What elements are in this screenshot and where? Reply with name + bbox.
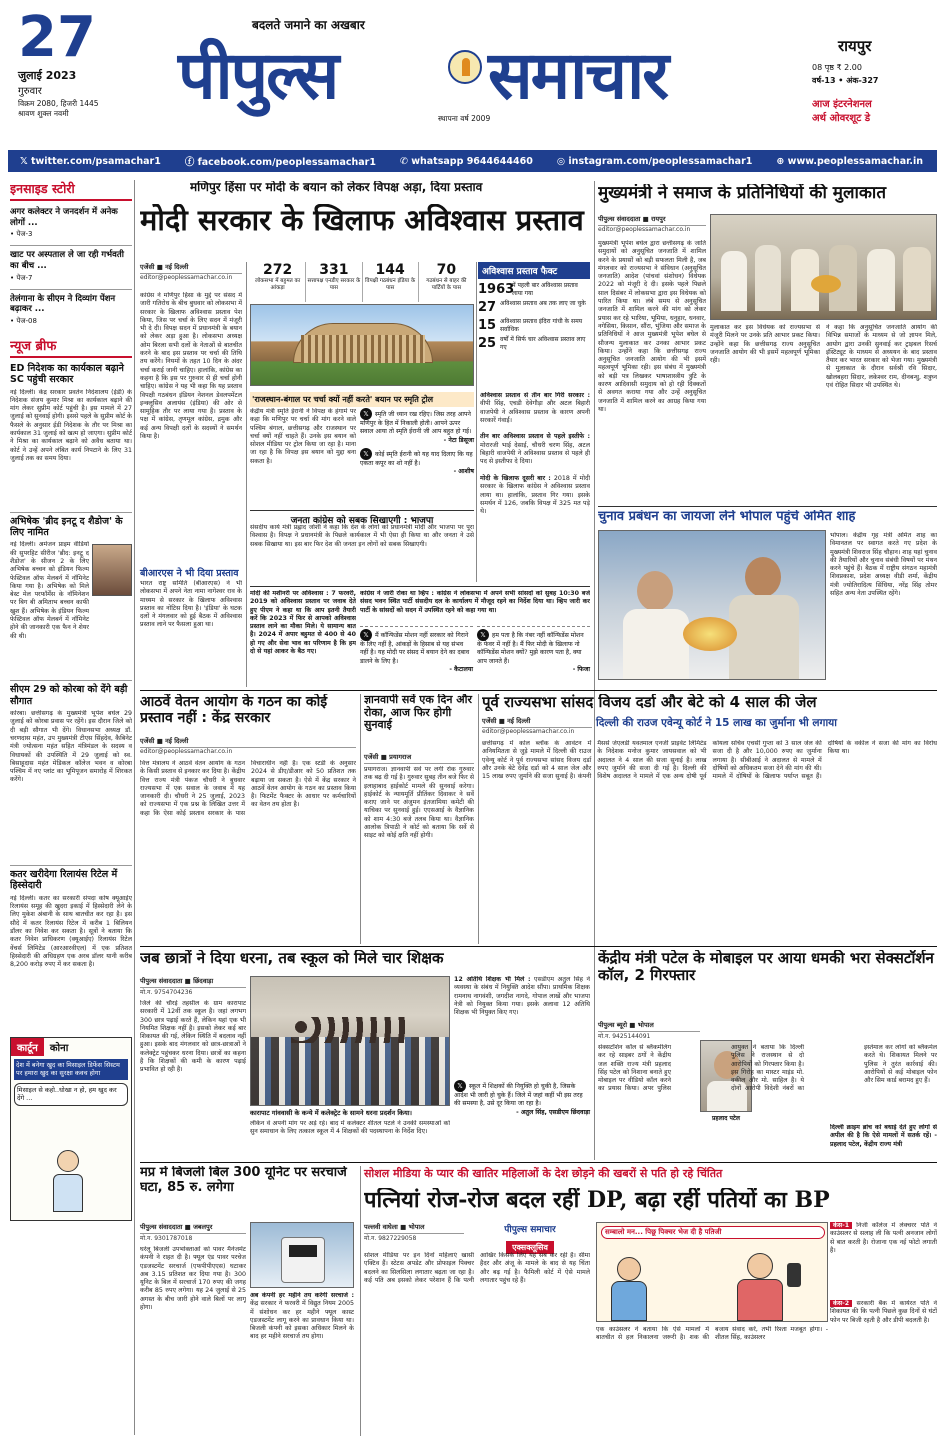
special-day: आज इंटरनेशनल [812,99,872,110]
brief-3-body: कोरबा। छत्तीसगढ़ के मुख्यमंत्री भूपेश बघेल 29 जुलाई को कोरबा प्रवास पर रहेंगे। इस दौरान जिले को दी बड़ी सौगात भी देंगे। विधानसभा अध्यक्ष डॉ. चरणदास महंत, उप मुख्यमंत्री टीएस सिंहदेव, कैबिनेट मंत्री ज्योत्सना महंत सहित मंत्रिमंडल के सदस्य व विधायकों की उपस्थिति में 29 जुलाई को स्व. बिसाहूदास महंत मेडिकल कॉलेज भवन व कोरबा पश्चिम में नए प्लांट का भूमिपूजन समारोह में शिरकत करेंगे। [10,710,132,784]
inside-item[interactable]: तेलंगाना के सीएम ने दिव्यांग पेंशन बढ़ाकर ... • पेज-08 [10,289,132,326]
lead-stats [250,262,474,302]
patel-headline: केंद्रीय मंत्री पटेल के मोबाइल पर आया धमकी भरा सेक्सटॉर्शन कॉल, 2 गिरफ्तार [598,950,934,985]
shah-body: भोपाल। केंद्रीय गृह मंत्री अमित शाह का विमानतल पर स्वागत करते गए प्रदेश के मुख्यमंत्री शिवराज सिंह चौहान। शाह यहां चुनाव की तैयारियों और चुनाव संबंधी विषयों पर मंथन करने पहुंचे हैं। बैठक में राष्ट्रीय संगठन महामंत्री शिवप्रकाश, प्रदेश अध्यक्ष वीडी शर्मा, केंद्रीय मंत्री ज्योतिरादित्य सिंधिया, नरेंद्र सिंह तोमर सहित अन्य नेता उपस्थित रहेंगे। [830,532,937,598]
darda-byline: एजेंसी ■ नई दिल्ली editor@peoplessamachar.co.in [482,716,592,735]
pay-byline: एजेंसी ■ नई दिल्ली editor@peoplessamachar.co.in [140,736,356,755]
pay-body: वित्त मंत्रालय ने आठवें वेतन आयोग के गठन के किसी प्रस्ताव से इनकार कर दिया है। केंद्रीय वित्त राज्य मंत्री पंकज चौधरी ने बुधवार राज्यसभा में एक सवाल के जवाब में यह जानकारी दी। चौधरी ने 25 जुलाई, 2023 को राज्यसभा में एक प्रश्न के लिखित उत्तर में कहा कि ऐसा कोई प्रस्ताव सरकार के पास विचाराधीन नहीं है। एक स्टडी के अनुसार 2024 से डीए/डीआर को 50 प्रतिशत तक बढ़ाया जा सकता है। ऐसे में केंद्र सरकार ने आठवें वेतन आयोग के गठन का प्रस्ताव किया है। फिटमेंट फैक्टर के आधार पर कर्मचारियों का वेतन तय होता है। [140,760,356,817]
students-caption: कारापाट गांववासी के कन्ये में कलेक्ट्रेट के सामने धरना प्रदर्शन किया। [250,1109,412,1117]
issue-number: वर्ष-13 • अंक-327 [812,76,879,85]
exclusive-brand: पीपुल्स समाचार [504,1225,556,1235]
dp-byline: पल्लवी वाघेला ■ भोपाल मो.न. 9827229058 [364,1222,464,1242]
cartoon-box [10,1037,132,1221]
electricity-photo [250,1222,354,1288]
exclusive-label: एक्सक्लूसिव [506,1241,554,1254]
cartoon-corner: कोना [49,1042,69,1054]
instagram-link[interactable]: ◎ instagram.com/peoplessamachar1 [556,155,753,167]
inside-item[interactable]: खाट पर अस्पताल ले जा रही गर्भवती का बीच ... • पेज-7 [10,245,132,282]
date-weekday: गुरुवार [18,86,42,97]
darda-body: छत्तीसगढ़ में कोल ब्लॉक के आवंटन में अनियमितता से जुड़े मामले में दिल्ली की राउज एवेन्यू कोर्ट ने पूर्व राज्यसभा सांसद विजय दर्डा और उनके बेटे देवेंद्र दर्डा को 4 साल जेल और 15 लाख रुपए जुर्माने की सजा सुनाई है। कंपनी मैसर्स जेएलडी यवतमाल एनर्जी प्राइवेट लिमिटेड के निदेशक मनोज कुमार जायसवाल को भी अदालत ने 4 साल की सजा सुनाई है। लाख रुपए जुर्माने की सजा दी गई है। दिल्ली की विशेष अदालत ने मामले में एक अन्य दोषी पूर्व कोयला सचिव एचसी गुप्ता को 3 साल जेल की सजा दी है और 10,000 रुपए का जुर्माना लगाया है। सीबीआई ने अदालत से मामले में दोषियों को अधिकतम सजा देने की मांग की थी। मामले में दोषियों के खिलाफ पर्याप्त सबूत हैं। दोषियों के वकील ने सजा की मांग का विरोध किया था। [482,740,937,781]
students-tweet-a: लेकिन वे अपनी मांग पर अड़े रहे। बाद में कलेक्टर शीतल पटले ने उनकी समस्याओं को सुन समाधान के लिए तत्काल स्कूल में 4 शिक्षकों की पदस्थापना के निर्देश दिए। [250,1120,450,1136]
cm-body-2: ने कहा कि अनुसूचित जनजाति आयोग की विभिन्न समाजों के माध्यम से जो ज्ञापन मिले, आयोग द्वारा उनकी सुनवाई कर ट्राइबल रिसर्च इंस्टिट्यूट के माध्यम से अध्ययन के बाद प्रस्ताव तैयार कर भारत सरकार को भेजा गया। मुख्यमंत्री से मुलाकात के दौरान सर्वश्री रवि सिदार, खोलबहरा सिदार, लकेश्वर राम, दीनबन्धु, शत्रुघ्न एवं रोहित सिदार भी उपस्थित थे। [826,324,937,390]
x-icon: 𝕏 [360,408,372,420]
comic-title: सम्बालो मन... पिछू पिक्चर भेज दी है पतिजी [601,1226,825,1239]
tweet-box-1: 𝕏 मैं कॉन्फिडेंस मोशन नहीं सरकार को गिराने के लिए नहीं है, आंकड़ों के हिसाब से यह संभव नहीं है। यह मोदी पर संसद में बयान देने का दबाव डालने के लिए है। - कैटालया [360,626,473,686]
pages-price: 08 पृष्ठ ₹ 2.00 [812,63,862,72]
x-icon: 𝕏 [360,629,372,641]
stat: 144 विपक्षी गठबंधन इंडिया के पास [363,262,419,302]
lead-right-a: अविश्वास प्रस्ताव से तीन बार गिरी सरकार : वीपी सिंह, एचडी देवेगौड़ा और अटल बिहारी वाजपेयी ने अविश्वास प्रस्ताव के कारण अपनी सरकारें गंवाईं। तीन बार अविश्वास प्रस्ताव से पहले इस्तीफे : मोरारजी भाई देसाई, चौधरी चरण सिंह, अटल बिहारी वाजपेयी ने अविश्वास प्रस्ताव से पहले ही पद से इस्तीफा दे दिया। मोदी के खिलाफ दूसरी बार : 2018 में मोदी सरकार के खिलाफ कांग्रेस ने अविश्वास प्रस्ताव लाया था। हालांकि, प्रस्ताव गिर गया। इसके समर्थन में 126, जबकि विपक्ष में 325 मत पड़े थे। [480,392,590,516]
parliament-photo [250,304,474,386]
x-icon: 𝕏 [20,155,31,167]
date-month-year: जुलाई 2023 [18,69,77,82]
lead-kicker: मणिपुर हिंसा पर मोदी के बयान को लेकर विपक्ष अड़ा, दिया प्रस्ताव [190,181,483,194]
lead-byline: एजेंसी ■ नई दिल्ली editor@peoplessamachar.co.in [140,262,242,281]
lead-headline: मोदी सरकार के खिलाफ अविश्वास प्रस्ताव [140,204,584,237]
x-icon: 𝕏 [477,629,489,641]
congress-whip: कांग्रेस ने जारी रोका था व्हिप : कांग्रेस ने लोकसभा में अपने सभी सांसदों को सुबह 10:30 बजे संसद भवन स्थित पार्टी संसदीय दल के कार्यालय में मौजूद रहने का निर्देश दिया था। व्हिप जारी कर पार्टी के सांसदों को सदन में उपस्थित रहने को कहा गया था। [360,590,590,614]
pay-headline: आठवें वेतन आयोग के गठन का कोई प्रस्ताव नहीं : केंद्र सरकार [140,694,328,727]
established: स्थापना वर्ष 2009 [438,114,491,123]
lead-facts: अविश्वास प्रस्ताव फैक्ट 1963 में पहली बार अविश्वास प्रस्ताव लाया गया 27 अविश्वास प्रस्ताव अब तक लाए जा चुके 15 अविश्वास प्रस्ताव इंदिरा गांधी के समय सर्वाधिक 25 वर्षों में सिर्फ चार अविश्वास प्रस्ताव लाए गए [478,262,590,388]
shah-headline: चुनाव प्रबंधन का जायजा लेने भोपाल पहुंचे अमित शाह [598,510,856,524]
darda-sub: दिल्ली की राउज एवेन्यू कोर्ट ने 15 लाख का जुर्माना भी लगाया [596,717,837,729]
left-sidebar [10,180,132,1435]
dp-comic [596,1222,828,1322]
smriti-caption: 'राजस्थान-बंगाल पर चर्चा क्यों नहीं करते' बयान पर स्मृति ट्रोल [250,392,474,407]
dp-headline: पत्नियां रोज-रोज बदल रहीं DP, बढ़ा रहीं पतियों का BP [364,1188,830,1213]
cm-body: मुख्यमंत्री भूपेश बघेल द्वारा छत्तीसगढ़ के जाति समुदायों को अनुसूचित जनजाति में शामिल करने के प्रयासों को बड़ी सफलता मिली है, जब मंगलवार को राज्यसभा ने संविधान (अनुसूचित जनजाति) आदेश (पांचवां संशोधन) विधेयक 2022 को मंजूरी दे दी। इसके पहले पिछले साल दिसंबर में लोकसभा द्वारा इस विधेयक को पारित किया था। लंबे समय से अनुसूचित जनजाति में शामिल करने की मांग को लेकर प्रयास कर रहे भारिया, भूमिया, धनुहार, धनवार, नगेसिया, किसान, सौंरा, भुंजिया और समाज के प्रतिनिधियों ने आज मुख्यमंत्री भूपेश बघेल से सौजन्य मुलाकात कर उनका आभार प्रकट किया। उन्होंने कहा कि छत्तीसगढ़ राज्य अनुसूचित जनजाति आयोग की भी इसमें महत्वपूर्ण भूमिका रही। इस संबंध में मुख्यमंत्री को बड़ी पत्र लिखकर भाषाशास्त्रीय त्रुटि के कारण आदिवासी समुदाय को हो रही दिक्कतों से अवगत कराया गया और उन्हें अनुसूचित जनजाति में शामिल करने का आग्रह किया गया था। [598,240,706,413]
dp-exclusive [470,1222,590,1254]
facebook-icon: ⓕ [184,157,198,168]
globe-icon: ⊕ [776,155,788,167]
inside-story-title: इनसाइड स्टोरी [10,180,132,201]
cartoon-title: कार्टून [11,1038,44,1056]
abhishek-photo [92,544,132,596]
brief-2-headline: अभिषेक 'ब्रीद इनटू द शैडोज' के लिए नामित [10,512,132,539]
janata-text: संसदीय कार्य मंत्री प्रह्लाद जोशी ने कहा कि देश के लोगों को प्रधानमंत्री मोदी और भाजपा पर पूरा विश्वास है। विपक्ष ने प्रधानमंत्री के पिछले कार्यकाल में भी ऐसा ही किया था और जनता ने उसे सबक सिखाया था। इस बार फिर देश की जनता इन लोगों को सबक सिखाएगी। [250,524,474,548]
x-icon: 𝕏 [454,1080,466,1092]
case-2: केस-2 सरकारी बैंक में कार्यरत पति ने शिकायत की कि पत्नी पिछले कुछ दिनों से घंटों फोन पर बिजी रहती है और डीपी बदलती है। [830,1300,937,1324]
stat: 70 गठबंधन से बाहर की पार्टियों के पास [426,262,467,291]
stat: 331 सत्तापक्ष एनडीए सरकार के पास [306,262,362,302]
cm-photo-text: मुलाकात कर इस विधेयक को राज्यसभा से मंजूरी मिलने पर उनके प्रति आभार प्रकट किया। उन्होंने कहा कि छत्तीसगढ़ राज्य अनुसूचित जनजाति आयोग की भी इसमें महत्वपूर्ण भूमिका रही। [710,324,820,365]
dp-kicker: सोशल मीडिया के प्यार की खातिर महिलाओं के देश छोड़ने की खबरों से पति हो रहे चिंतित [364,1167,723,1180]
brief-3-headline: सीएम 29 को कोरबा को देंगे बड़ी सौगात [10,680,132,707]
news-brief-title: न्यूज ब्रीफ [10,336,132,358]
brief-1-body: नई दिल्ली। केंद्र सरकार प्रवर्तन निदेशालय (ईडी) के निदेशक संजय कुमार मिश्रा का कार्यकाल बढ़ाने की मांग लेकर सुप्रीम कोर्ट पहुंची है। इस मामले में 27 जुलाई को सुनवाई होगी। इससे पहले के सुप्रीम कोर्ट के फैसले के अनुसार ईडी निदेशक के तौर पर मिश्रा का कार्यकाल 31 जुलाई को खत्म हो जाएगा। सुप्रीम कोर्ट ने मिश्रा का कार्यकाल बढ़ाने को अवैध बताया था। कोर्ट ने उन्हें अपने लंबित कार्य निपटाने के लिए 31 जुलाई तक का समय दिया। [10,388,132,462]
web-link[interactable]: ⊕ www.peoplessamachar.in [776,155,924,167]
shah-photo [598,530,826,680]
cartoon-caption: देश में बनेगा खुद का मिसाइल डिफेंस सिस्टम पर हमारा खुद का सुरक्षा कवच होगा [14,1059,128,1080]
edition-info [812,36,937,124]
title-emblem-icon [448,50,482,84]
special-day-2: अर्थ ओवरशूट डे [812,113,871,124]
students-photo [250,976,450,1106]
patel-body: सेक्सटॉर्शन कॉल से ब्लैकमेलिंग कर रहे साइबर ठगों ने केंद्रीय जल शक्ति राज्य मंत्री प्रहलाद सिंह पटेल को निशाना बनाते हुए मोबाइल पर वीडियो कॉल करने का प्रयास किया। अपर पुलिस आयुक्त ने बताया कि दिल्ली पुलिस ने राजस्थान से दो आरोपियों को गिरफ्तार किया है। इस गिरोह का मास्टर माइंड मो. वकील और मो. साहिल है। ये दोनों आरोपी विदेशी नंबरों का इस्तेमाल कर लोगों को ब्लैकमेल करते थे। शिकायत मिलने पर पुलिस ने तुरंत कार्रवाई की। आरोपियों से कई मोबाइल फोन और सिम कार्ड बरामद हुए हैं। [598,1044,937,1093]
whatsapp-link[interactable]: ✆ whatsapp 9644644460 [399,155,533,167]
facts-title: अविश्वास प्रस्ताव फैक्ट [478,262,590,279]
title-right: समाचार [488,36,668,114]
case-1: केस-1 निजी कॉलेज में लेक्चरर पति ने काउंसलर से सलाह ली कि पत्नी अनजान लोगों से बात करती है। रोजाना एक नई फोटो लगाती है। [830,1222,937,1254]
students-side: 12 अतिथि शिक्षक भी मिले : एसडीएम अतुल सिंह ने व्यवस्था के संबंध में नियुक्ति आदेश सौंपा। प्राथमिक शिक्षक रामनाथ नागवंशी, जगदीश नागदे, गोपाल लाखें और भाजपा नेत्री को नियुक्त किया गया। इसके अलावा 12 अतिथि शिक्षक भी नियुक्त किए गए। [454,976,590,1017]
cm-meeting-photo [710,214,937,320]
facebook-link[interactable]: ⓕ facebook.com/peoplessamachar1 [184,157,376,168]
students-byline: पीपुल्स संवाददाता ■ छिंदवाड़ा मो.न. 9754704236 [140,976,246,996]
gyanvapi-body: प्रयागराज। ज्ञानवापी सर्वे पर लगी रोक गुरुवार तक बढ़ दी गई है। गुरुवार सुबह तीन बजे फिर से इलाहाबाद हाईकोर्ट मामले की सुनवाई करेगा। हाईकोर्ट के न्यायमूर्ति प्रीतिंकर दिवाकर ने सर्वे कराए जाने पर अंजुमन इंतजामिया कमेटी की याचिका पर सुनवाई हुई। एएसआई के वैज्ञानिक को शाम 4:30 बजे तलब किया था। वैज्ञानिक आलोक त्रिपाठी ने कोर्ट को बताया कि सर्वे से साइट को कोई क्षति नहीं होगी। [364,766,474,840]
cartoon-bubble: मिसाइल से कहो..धोखा न हो, हम खुद कर देंगे ... [14,1083,128,1106]
brief-2-body: नई दिल्ली। अमेजन प्राइम वीडियो की सुपरहिट सीरीज 'ब्रीद: इनटू द शैडोज' के सीजन 2 के लिए अभिषेक बच्चन को इंडियन फिल्म फेस्टिवल ऑफ मेलबर्न में नॉमिनेट किया गया है। अभिषेक को मिले बेस्ट मेल परफॉर्मेंस के नॉमिनेशन पर बिग बी अमिताभ बच्चन काफी खुश हैं। अभिषेक के इंडियन फिल्म फेस्टिवल ऑफ मेलबर्न में नॉमिनेट होने की जानकारी एक फैन ने शेयर की थी। [10,541,89,640]
date-samvat: विक्रम 2080, हिजरी 1445 [18,99,99,108]
edition-city: रायपुर [838,37,872,55]
brs-headline: बीआरएस ने भी दिया प्रस्ताव [140,568,239,579]
quote-1: 𝕏 स्मृति जी ध्यान रख रहिए। जिस तरह आपने मणिपुर के हित में निकाली होती। आपने ऊपर सवाल आया तो स्मृति ईरानी जी आप बहुत हो गई। - नेटा डिसूजा 𝕏 कोई स्मृति ईरानी को यह याद दिलाए कि यह एकता कपूर का शो नहीं है। - आशीष [360,410,474,476]
cm-headline: मुख्यमंत्री ने समाज के प्रतिनिधियों की मुलाकात [598,184,887,203]
electricity-headline: मप्र में बिजली बिल 300 यूनिट पर सरचार्ज घटा, 85 रु. लगेगा [140,1166,347,1195]
students-body: जिले की चौरई तहसील के ग्राम कारापाट सरकारी में 12वीं तक स्कूल है। जहां लगभग 300 छात्र पढ़ाई करते हैं, लेकिन यहां एक भी नियमित शिक्षक नहीं है। इसको लेकर कई बार शिकायत की गई, लेकिन स्थिति में बदलाव नहीं हुआ। इसके बाद मंगलवार को छात्र-छात्राओं ने कलेक्ट्रेट पहुंचकर धरना दिया। छात्रों का कहना है कि शिक्षकों की कमी के कारण पढ़ाई प्रभावित हो रही है। [140,1000,246,1074]
cartoon-figure [45,1150,91,1216]
whatsapp-icon: ✆ [399,155,412,167]
title-left: पीपुल्स [178,36,338,114]
brief-4-headline: कतर खरीदेगा रिलायंस रिटेल में हिस्सेदारी [10,865,132,892]
date-tithi: श्रावण शुक्ल नवमी [18,109,69,118]
electricity-body: घरेलू बिजली उपभोक्ताओं को पावर मैनेजमेंट कंपनी ने राहत दी है। फ्यूल एंड पावर परचेज एडजस्टमेंट सरचार्ज (एफपीपीएएस) घटाकर अब 3.15 प्रतिशत कर दिया गया है। 300 यूनिट के बिल में सरचार्ज 170 रुपए की जगह करीब 85 रुपए लगेगा। यह 24 जुलाई से 25 अगस्त के बीच जारी होने वाले बिलों पर लागू होगा। [140,1246,246,1312]
modi-timeline: मोदी की मशीनरी पर अविश्वास : 7 फरवरी, 2019 को अविश्वास प्रस्ताव पर जवाब देते हुए पीएम ने कहा था कि आप इतनी तैयारी करें कि 2023 में फिर से आपको अविश्वास प्रस्ताव लाने का मौका मिले। ये सामान्य बात है। 2024 में अपार बहुमत से 400 से 40 हो गए और सेवा भाव का परिणाम है कि हम दो से यहां आकर के बैठ गए। [250,590,356,656]
date-block [18,5,123,119]
gyanvapi-headline: ज्ञानवापी सर्वे एक दिन और रोका, आज फिर होगी सुनवाई [364,694,473,732]
stat: 272 लोकसभा में बहुमत का आंकड़ा [250,262,306,302]
tweet-box-2: 𝕏 हम पता है कि नंबर नहीं कॉन्फिडेंस मोशन के फेवर में नहीं है। मैं फिर मोदी के खिलाफ नो कॉन्फिडेंस मोशन क्यों? मुझे कारण पता है, क्या आप जानते हैं। - फिजा [477,626,590,686]
students-tweet-b: 𝕏 स्कूल में शिक्षकों की नियुक्ति हो चुकी है, जिसके आदेश भी जारी हो चुके हैं। जिले में जहां कहीं भी इस तरह की समस्या है, उसे दूर किया जा रहा है। - अतुल सिंह, एसडीएम छिंदवाड़ा [454,1082,590,1116]
phone-icon [787,1263,801,1287]
cm-byline: पीपुल्स संवाददाता ■ रायपुर editor@peoplessamachar.co.in [598,214,706,233]
tagline: बदलते जमाने का अखबार [252,18,365,32]
lead-col1: कांग्रेस ने मणिपुर हिंसा के मुद्दे पर संसद में जारी गतिरोध के बीच बुधवार को लोकसभा में सरकार के खिलाफ अविश्वास प्रस्ताव पेश किया, जिस पर चर्चा के लिए सदन में मंजूरी भी दे दी। विपक्ष सदन में प्रधानमंत्री के बयान को लेकर अड़ा हुआ है। लोकसभा अध्यक्ष ओम बिरला सभी दलों के नेताओं से बातचीत करने के बाद इस प्रस्ताव पर चर्चा की तिथि तय करेंगे। नियमों के तहत 10 दिन के अंदर चर्चा कराई जानी चाहिए। हालांकि, कांग्रेस का कहना है कि इस पर गुरुवार से ही चर्चा होनी चाहिए। कांग्रेस ने यह भी कहा कि यह प्रस्ताव विपक्षी गठबंधन इंडियन नेशनल डेवलपमेंटल इन्क्लूसिव अलायंस (इंडिया) की ओर से सामूहिक तौर पर लाया गया है। प्रस्ताव के पक्ष में कांग्रेस, तृणमूल कांग्रेस, द्रमुक और कई अन्य विपक्षी दलों के सदस्यों ने समर्थन किया है। [140,292,242,441]
x-icon: 𝕏 [360,448,372,460]
newspaper-title [178,28,808,114]
twitter-link[interactable]: 𝕏 twitter.com/psamachar1 [20,155,161,167]
janata-headline: जनता कांग्रेस को सबक सिखाएगी : भाजपा [250,510,474,526]
gyanvapi-byline: एजेंसी ■ प्रयागराज [364,752,474,764]
instagram-icon: ◎ [556,155,569,167]
students-headline: जब छात्रों ने दिया धरना, तब स्कूल को मिले चार शिक्षक [140,950,444,967]
electricity-byline: पीपुल्स संवाददाता ■ जबलपुर मो.न. 9301787018 [140,1222,246,1242]
patel-note: दिल्ली क्राइम ब्रांच को बधाई देते हुए लोगों से अपील की है कि ऐसे मामलों में सतर्क रहें। - प्रहलाद पटेल, केंद्रीय राज्य मंत्री [830,1124,937,1148]
social-bar [8,150,937,172]
masthead [0,0,945,148]
inside-item[interactable]: अगर कलेक्टर ने जनदर्शन में अनेक लोगों ... • पेज-3 [10,207,118,239]
electricity-caption: अब कंपनी हर महीने तय करेगी सरचार्ज : केंद्र सरकार ने फरवरी में विद्युत नियम 2005 में संशोधन कर हर महीने फ्यूल कास्ट एडजस्टमेंट लागू करने का प्रावधान किया था। बिजली कंपनी को इसका अधिकार मिलने के बाद हर महीने सरचार्ज तय होगा। [250,1292,354,1341]
dp-body: सोशल मीडिया पर इन दिनों महिलाएं खासी एक्टिव हैं। स्टेटस अपडेट और प्रोफाइल पिक्चर बदलने का सिलसिला लगातार बढ़ता जा रहा है। कई पति अब इसको लेकर परेशान हैं कि पत्नी आखिर किसके लिए यह सब कर रही है। सीमा हैदर और अंजू के मामले के बाद से यह चिंता और बढ़ गई है। फैमिली कोर्ट में ऐसे मामले लगातार पहुंच रहे हैं। [364,1252,590,1284]
patel-byline: पीपुल्स ब्यूरो ■ भोपाल मो.न. 9425144091 [598,1020,700,1040]
smriti-text: केंद्रीय मंत्री स्मृति ईरानी ने विपक्ष के हंगामे पर कहा कि मणिपुर पर चर्चा की मांग करने वाले पश्चिम बंगाल, छत्तीसगढ़ और राजस्थान पर चर्चा क्यों नहीं चाहते हैं। उनके इस बयान को सोशल मीडिया पर ट्रोल किया जा रहा है। माना जा रहा है कि विपक्ष इस बयान को मुद्दा बना सकता है। [250,408,356,465]
date-day: 27 [18,5,96,70]
lead-col1b: भारत राष्ट्र समिति (बीआरएस) ने भी लोकसभा में अपने नेता नामा नागेश्वर राव के माध्यम से सरकार के खिलाफ अविश्वास प्रस्ताव का नोटिस दिया है। 'इंडिया' के घटक दलों ने मंगलवार को हुई बैठक में अविश्वास प्रस्ताव लाने पर फैसला हुआ था। [140,580,242,629]
patel-caption: प्रहलाद पटेल [712,1115,740,1122]
brief-4-body: नई दिल्ली। कतर का सरकारी संपदा कोष क्यूआईए रिलायंस समूह की खुदरा इकाई में हिस्सेदारी लेने के लिए मुकेश अंबानी के साथ बातचीत कर रहा है। इस सौदे में कतर रिलायंस रिटेल में करीब 1 बिलियन डॉलर का निवेश कर सकता है। सूत्रों ने बताया कि कतर निवेश प्राधिकरण (क्यूआईए) रिलायंस रिटेल वेंचर्स लिमिटेड (आरआरवीएल) में एक प्रतिशत हिस्सेदारी की अधिग्रहण एक अरब डॉलर यानी करीब 8,200 करोड़ रुपए में कर सकता है। [10,894,132,969]
brief-1-headline: ED निदेशक का कार्यकाल बढ़ाने SC पहुंची सरकार [10,362,124,386]
dp-body-2: एक काउंसलर ने बताया कि ऐसे मामलों में बातचीत से हल निकालना जरूरी है। शक की बजाय संवाद करें, तभी रिश्ता मजबूत होगा। - शीतल सिंह, काउंसलर [596,1326,828,1342]
darda-headline: पूर्व राज्यसभा सांसद विजय दर्डा और बेटे को 4 साल की जेल [482,694,817,711]
